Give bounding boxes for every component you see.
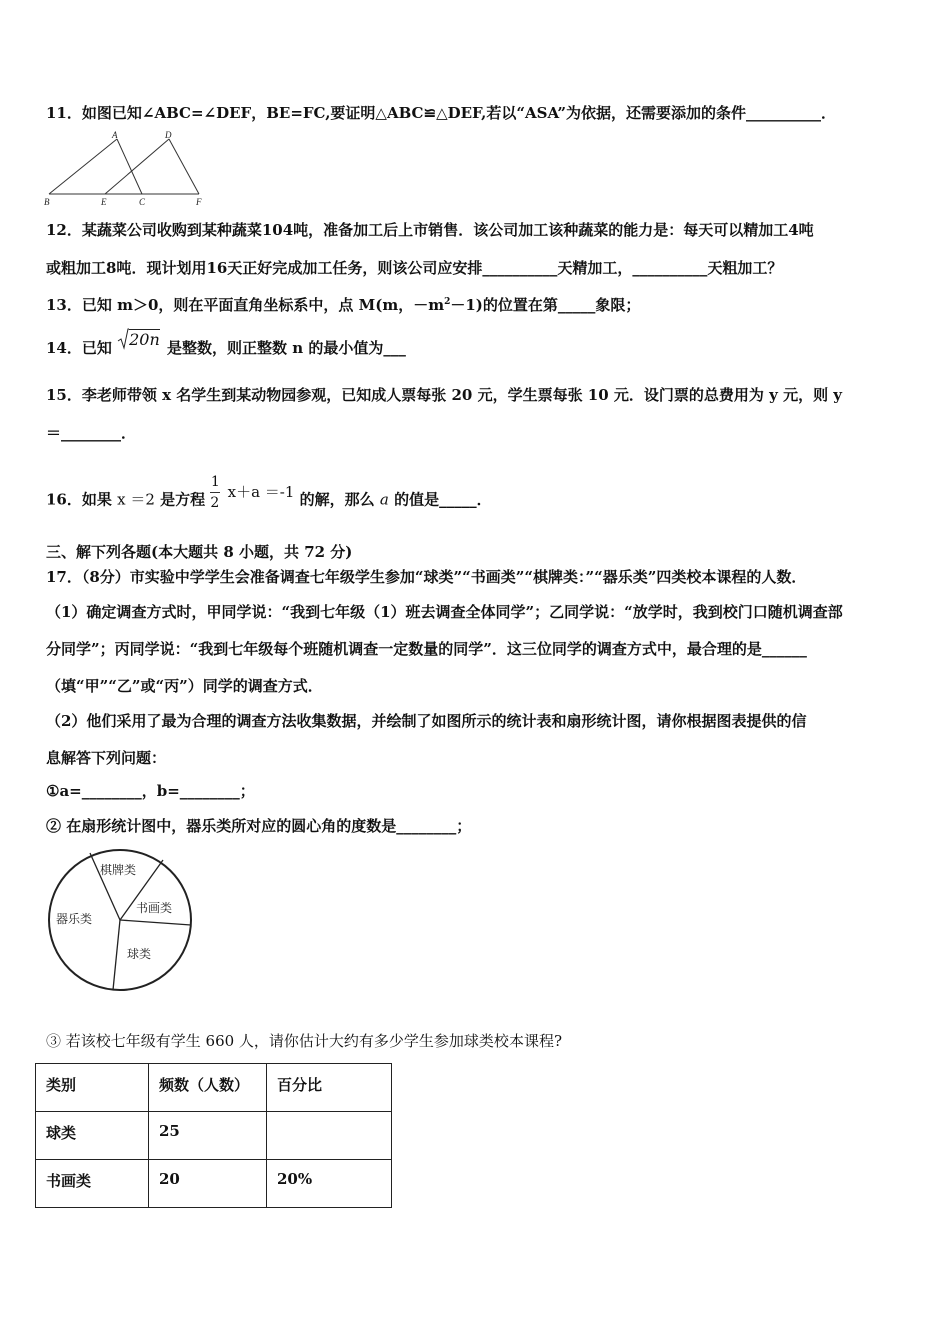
- question-16-variable: a: [379, 490, 389, 509]
- question-12-line2: [46, 258, 782, 278]
- question-17-intro-text: 17．（8分）市实验中学学生会准备调查七年级学生参加“球类”“书画类”“棋牌类：”“器乐类”四类校本课程的人数．: [46, 568, 807, 586]
- question-17-sub3: [46, 1031, 562, 1051]
- fraction-numerator: 1: [210, 474, 220, 490]
- question-17-p1-line1: [46, 602, 843, 622]
- fraction-expression: [210, 472, 294, 513]
- segment-ba: [49, 139, 117, 194]
- table-header-cell: 类别: [36, 1064, 149, 1112]
- question-11-text: 11．如图已知∠ABC=∠DEF，BE=FC,要证明△ABC≌△DEF,若以“ASA”为依据，还需要添加的条件__________．: [46, 104, 836, 122]
- table-cell: 球类: [36, 1112, 149, 1160]
- question-13-text-b: －1)的位置在第_____象限；: [450, 296, 641, 314]
- question-16-condition: x ＝2: [117, 490, 155, 509]
- question-13-superscript: 2: [444, 297, 451, 307]
- question-16: [46, 474, 492, 521]
- question-12-line1: [46, 220, 814, 240]
- question-13-text-a: 13．已知 m＞0，则在平面直角坐标系中，点 M(m，－m: [46, 296, 445, 314]
- question-15-text-2: ＝________．: [46, 424, 137, 442]
- pie-label-qiulei: 球类: [127, 947, 152, 961]
- table-cell: [267, 1112, 392, 1160]
- label-e: E: [101, 197, 107, 206]
- question-17-p2-text-2: 息解答下列问题：: [46, 749, 167, 767]
- table-cell: 书画类: [36, 1160, 149, 1208]
- question-14-pre: 14．已知: [46, 339, 112, 357]
- question-13: [46, 292, 640, 315]
- question-16-post: 的解，那么: [299, 490, 375, 509]
- table-cell: 20: [149, 1160, 267, 1208]
- label-b: B: [44, 197, 50, 206]
- question-17-p2-line2: [46, 748, 166, 768]
- table-cell: 20%: [267, 1160, 392, 1208]
- question-16-post2: 的值是_____．: [394, 490, 492, 509]
- segment-ed: [105, 139, 169, 194]
- question-17-intro: [46, 567, 806, 587]
- segment-df: [169, 139, 199, 194]
- table-header-cell: 百分比: [267, 1064, 392, 1112]
- question-16-pre: 16．如果: [46, 490, 112, 509]
- question-17-sub1-text: ①a=________，b=________；: [46, 782, 255, 800]
- pie-label-shuhua: 书画类: [136, 901, 173, 915]
- label-a: A: [112, 130, 118, 140]
- label-d: D: [165, 130, 172, 140]
- question-17-p2-line1: [46, 711, 806, 731]
- question-12-text-2: 或粗加工8吨．现计划用16天正好完成加工任务，则该公司应安排__________天精加工，__________天粗加工？: [46, 259, 783, 277]
- pie-chart: [43, 848, 203, 1000]
- question-15-line1: [46, 385, 842, 405]
- radical-sign-icon: [117, 328, 129, 350]
- equation-expression: x＋a ＝-1: [227, 482, 295, 501]
- question-14-post: 是整数，则正整数 n 的最小值为___: [167, 339, 406, 357]
- question-15-text-1: 15．李老师带领 x 名学生到某动物园参观，已知成人票每张 20 元，学生票每张 10 元．设门票的总费用为 y 元，则 y: [46, 386, 843, 404]
- table-row: [36, 1160, 392, 1208]
- question-16-mid: 是方程: [160, 490, 206, 509]
- question-17-sub1: [46, 781, 255, 801]
- fraction-denominator: 2: [210, 492, 220, 513]
- label-f: F: [196, 197, 202, 206]
- pie-divider-bottom: [113, 920, 120, 990]
- triangle-figure: [42, 130, 212, 206]
- table-row: [36, 1112, 392, 1160]
- segment-ac: [117, 139, 142, 194]
- table-header-cell: 频数（人数）: [149, 1064, 267, 1112]
- section-3-heading: [46, 542, 352, 562]
- pie-divider-right: [120, 920, 191, 925]
- section-3-heading-text: 三、解下列各题(本大题共 8 小题，共 72 分): [46, 543, 353, 561]
- question-15-line2: [46, 423, 136, 443]
- question-17-p1-text-3: （填“甲”“乙”或“丙”）同学的调查方式．: [46, 677, 323, 695]
- statistics-table: [35, 1063, 392, 1208]
- question-17-p1-text-1: （1）确定调查方式时，甲同学说：“我到七年级（1）班去调查全体同学”；乙同学说：“放学时，我到校门口随机调查部: [46, 603, 843, 621]
- label-c: C: [139, 197, 146, 206]
- question-17-p2-text-1: （2）他们采用了最为合理的调查方法收集数据，并绘制了如图所示的统计表和扇形统计图，请你根据图表提供的信: [46, 712, 807, 730]
- question-17-sub3-text: ③ 若该校七年级有学生 660 人，请你估计大约有多少学生参加球类校本课程?: [46, 1032, 562, 1050]
- sqrt-radicand: 20n: [129, 330, 160, 349]
- table-cell: 25: [149, 1112, 267, 1160]
- question-14: [46, 330, 406, 358]
- sqrt-expression: [117, 330, 160, 350]
- pie-label-qipai: 棋牌类: [100, 863, 137, 877]
- question-12-text-1: 12．某蔬菜公司收购到某种蔬菜104吨，准备加工后上市销售．该公司加工该种蔬菜的能力是：每天可以精加工4吨: [46, 221, 814, 239]
- question-17-p1-text-2: 分同学”；丙同学说：“我到七年级每个班随机调查一定数量的同学”．这三位同学的调查方式中，最合理的是______: [46, 640, 807, 658]
- question-17-sub2: [46, 816, 471, 836]
- question-17-p1-line3: [46, 676, 323, 696]
- question-17-sub2-text: ② 在扇形统计图中，器乐类所对应的圆心角的度数是________；: [46, 817, 472, 835]
- question-17-p1-line2: [46, 639, 807, 659]
- pie-label-qiyue: 器乐类: [56, 912, 93, 926]
- table-header-row: [36, 1064, 392, 1112]
- question-11: [46, 103, 836, 123]
